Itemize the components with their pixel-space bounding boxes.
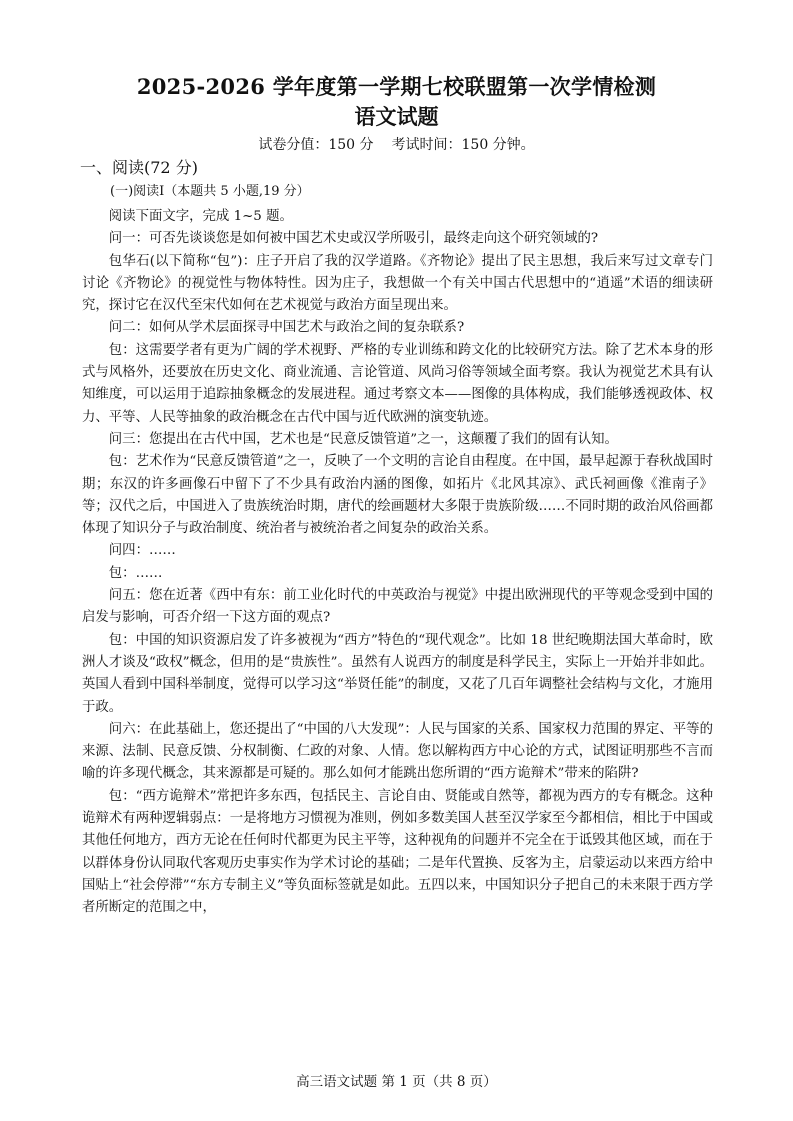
answer-2: 包：这需要学者有更为广阔的学术视野、严格的专业训练和跨文化的比较研究方法。除了艺术本身的形式与风格外，还要放在历史文化、商业流通、言论管道、风尚习俗等领域全面考察。我认为视觉艺术具有认知维度，可以运用于追踪抽象概念的发展进程。通过考察文本——图像的具体构成，我们能够透视政体、权力、平等、人民等抽象的政治概念在古代中国与近代欧洲的演变轨迹。 [82, 342, 713, 425]
question-2: 问二：如何从学术层面探寻中国艺术与政治之间的复杂联系? [108, 320, 465, 336]
question-3: 问三：您提出在古代中国，艺术也是“民意反馈管道”之一，这颠覆了我们的固有认知。 [108, 431, 618, 447]
question-1: 问一：可否先谈谈您是如何被中国艺术史或汉学所吸引，最终走向这个研究领域的? [108, 231, 599, 247]
question-6: 问六：在此基础上，您还提出了“中国的八大发现”：人民与国家的关系、国家权力范围的界定、平等的来源、法制、民意反馈、分权制衡、仁政的对象、人情。您以解构西方中心论的方式，试图证明那些不言而喻的许多现代概念，其来源都是可疑的。那么如何才能跳出您所谓的“西方诡辩术”带来的陷阱? [82, 721, 713, 782]
reading-passage [82, 206, 713, 920]
exam-meta [0, 135, 793, 155]
exam-score: 试卷分值：150 分 [258, 137, 374, 153]
page-footer: 高三语文试题 第 1 页（共 8 页） [296, 1074, 497, 1090]
question-5: 问五：您在近著《西中有东：前工业化时代的中英政治与视觉》中提出欧洲现代的平等观念受到中国的启发与影响，可否介绍一下这方面的观点? [82, 588, 713, 626]
answer-4: 包：…… [108, 565, 163, 581]
answer-1: 包华石(以下简称“包”)：庄子开启了我的汉学道路。《齐物论》提出了民主思想，我后来写过文章专门讨论《齐物论》的视觉性与物体特性。因为庄子，我想做一个有关中国古代思想中的“逍遥”术语的细读研究，探讨它在汉代至宋代如何在艺术视觉与政治方面呈现出来。 [82, 253, 713, 314]
exam-title: 2025-2026 学年度第一学期七校联盟第一次学情检测 [136, 74, 657, 99]
answer-3: 包：艺术作为“民意反馈管道”之一，反映了一个文明的言论自由程度。在中国，最早起源于春秋战国时期；东汉的许多画像石中留下了不少具有政治内涵的图像，如拓片《北风其凉》、武氏祠画像《淮南子》等；汉代之后，中国进入了贵族统治时期，唐代的绘画题材大多限于贵族阶级……不同时期的政治风俗画都体现了知识分子与政治制度、统治者与被统治者之间复杂的政治关系。 [82, 454, 713, 537]
instruction-paragraph: 阅读下面文字，完成 1~5 题。 [108, 209, 293, 224]
answer-5: 包：中国的知识资源启发了许多被视为“西方”特色的“现代观念”。比如 18 世纪晚期法国大革命时，欧洲人才谈及“政权”概念，但用的是“贵族性”。虽然有人说西方的制度是科学民主，实际上一开始并非如此。英国人看到中国科举制度，觉得可以学习这“举贤任能”的制度，又花了几百年调整社会结构与文化，才施用于政。 [82, 632, 713, 715]
exam-time: 考试时间：150 分钟。 [391, 137, 535, 153]
subsection-heading: (一)阅读Ⅰ（本题共 5 小题,19 分） [110, 184, 310, 199]
section-heading: 一、阅读(72 分) [80, 158, 198, 177]
exam-subject-title: 语文试题 [354, 104, 439, 129]
answer-6: 包：“西方诡辩术”常把许多东西，包括民主、言论自由、贤能或自然等，都视为西方的专有概念。这种诡辩术有两种逻辑弱点：一是将地方习惯视为准则，例如多数美国人甚至汉学家至今都相信，相比于中国或其他任何地方，西方无论在任何时代都更为民主平等，这种视角的问题并不完全在于诋毁其他区域，而在于以群体身份认同取代客观历史事实作为学术讨论的基础；二是年代置换、反客为主，启蒙运动以来西方给中国贴上“社会停滞”“东方专制主义”等负面标签就是如此。五四以来，中国知识分子把自己的未来限于西方学者所断定的范围之中， [82, 788, 713, 916]
question-4: 问四：…… [108, 543, 176, 559]
